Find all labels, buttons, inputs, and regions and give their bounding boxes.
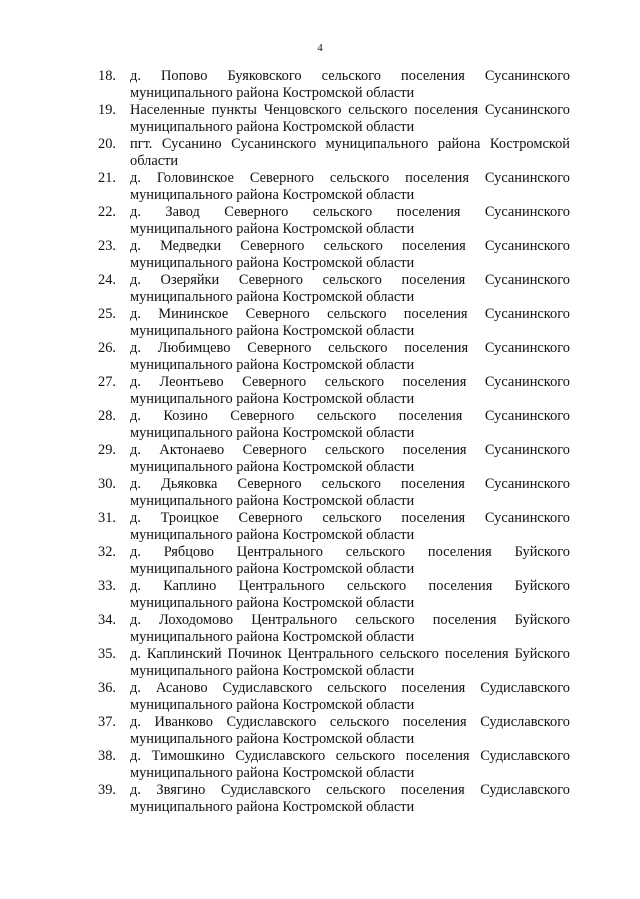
item-text: д. Актонаево Северного сельского поселения Сусанинского муниципального района Костромской области: [130, 442, 570, 475]
item-number: 34.: [98, 612, 116, 628]
item-number: 39.: [98, 782, 116, 798]
list-item: [98, 272, 570, 306]
list-item: [98, 578, 570, 612]
item-text: д. Мининское Северного сельского поселения Сусанинского муниципального района Костромской области: [130, 306, 570, 339]
item-number: 28.: [98, 408, 116, 424]
item-text: д. Любимцево Северного сельского поселения Сусанинского муниципального района Костромской области: [130, 340, 570, 373]
item-text: д. Леонтьево Северного сельского поселения Сусанинского муниципального района Костромской области: [130, 374, 570, 407]
page-number: 4: [317, 42, 323, 54]
list-item: [98, 68, 570, 102]
item-number: 21.: [98, 170, 116, 186]
list-item: [98, 238, 570, 272]
item-text: д. Завод Северного сельского поселения Сусанинского муниципального района Костромской области: [130, 204, 570, 237]
item-number: 18.: [98, 68, 116, 84]
item-text: д. Каплинский Починок Центрального сельского поселения Буйского муниципального района Костромской области: [130, 646, 570, 679]
list-item: [98, 442, 570, 476]
settlement-list: [98, 68, 570, 816]
list-item: [98, 204, 570, 238]
item-number: 20.: [98, 136, 116, 152]
item-text: д. Рябцово Центрального сельского поселения Буйского муниципального района Костромской области: [130, 544, 570, 577]
list-item: [98, 544, 570, 578]
list-item: [98, 748, 570, 782]
item-text: д. Озеряйки Северного сельского поселения Сусанинского муниципального района Костромской области: [130, 272, 570, 305]
list-item: [98, 646, 570, 680]
item-number: 19.: [98, 102, 116, 118]
list-item: [98, 612, 570, 646]
item-number: 29.: [98, 442, 116, 458]
item-number: 24.: [98, 272, 116, 288]
item-text: д. Каплино Центрального сельского поселения Буйского муниципального района Костромской области: [130, 578, 570, 611]
item-number: 27.: [98, 374, 116, 390]
item-number: 37.: [98, 714, 116, 730]
list-item: [98, 476, 570, 510]
item-number: 25.: [98, 306, 116, 322]
item-text: д. Звягино Судиславского сельского поселения Судиславского муниципального района Костромской области: [130, 782, 570, 815]
item-text: д. Троицкое Северного сельского поселения Сусанинского муниципального района Костромской области: [130, 510, 570, 543]
item-text: д. Тимошкино Судиславского сельского поселения Судиславского муниципального района Костромской области: [130, 748, 570, 781]
item-text: д. Козино Северного сельского поселения Сусанинского муниципального района Костромской области: [130, 408, 570, 441]
item-text: д. Иванково Судиславского сельского поселения Судиславского муниципального района Костромской области: [130, 714, 570, 747]
item-text: д. Медведки Северного сельского поселения Сусанинского муниципального района Костромской области: [130, 238, 570, 271]
item-text: д. Лоходомово Центрального сельского поселения Буйского муниципального района Костромской области: [130, 612, 570, 645]
list-item: [98, 714, 570, 748]
item-number: 31.: [98, 510, 116, 526]
item-text: пгт. Сусанино Сусанинского муниципального района Костромской области: [130, 136, 570, 169]
item-text: д. Асаново Судиславского сельского поселения Судиславского муниципального района Костромской области: [130, 680, 570, 713]
list-item: [98, 374, 570, 408]
item-text: Населенные пункты Ченцовского сельского поселения Сусанинского муниципального района Костромской области: [130, 102, 570, 135]
list-item: [98, 102, 570, 136]
list-item: [98, 408, 570, 442]
item-number: 35.: [98, 646, 116, 662]
item-text: д. Дьяковка Северного сельского поселения Сусанинского муниципального района Костромской области: [130, 476, 570, 509]
item-text: д. Попово Буяковского сельского поселения Сусанинского муниципального района Костромской области: [130, 68, 570, 101]
item-text: д. Головинское Северного сельского поселения Сусанинского муниципального района Костромской области: [130, 170, 570, 203]
item-number: 38.: [98, 748, 116, 764]
list-item: [98, 510, 570, 544]
list-item: [98, 170, 570, 204]
list-item: [98, 306, 570, 340]
item-number: 23.: [98, 238, 116, 254]
list-item: [98, 680, 570, 714]
item-number: 32.: [98, 544, 116, 560]
item-number: 30.: [98, 476, 116, 492]
item-number: 36.: [98, 680, 116, 696]
item-number: 33.: [98, 578, 116, 594]
item-number: 26.: [98, 340, 116, 356]
list-item: [98, 340, 570, 374]
item-number: 22.: [98, 204, 116, 220]
list-item: [98, 782, 570, 816]
list-item: [98, 136, 570, 170]
